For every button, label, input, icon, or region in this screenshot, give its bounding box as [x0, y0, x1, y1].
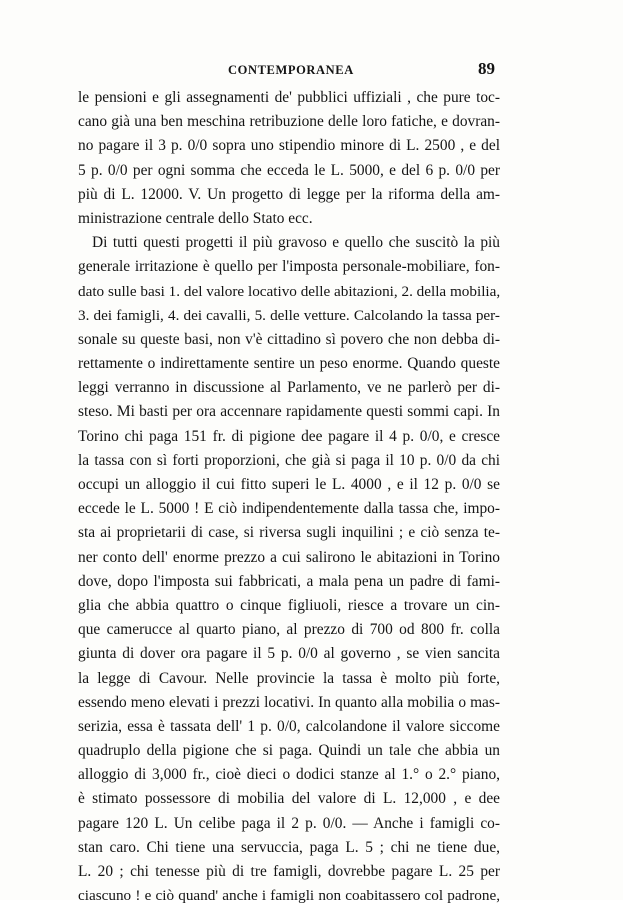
text-line: leggi verranno in discussione al Parlamento, ve ne parlerò per di- — [78, 379, 500, 397]
text-line: no pagare il 3 p. 0/0 sopra uno stipendio minore di L. 2500 , e del — [78, 137, 500, 155]
text-line: ciascuno ! e ciò quand' anche i famigli non coabitassero col padrone, — [78, 887, 500, 905]
text-line: stan caro. Chi tiene una servuccia, paga L. 5 ; chi ne tiene due, — [78, 838, 500, 856]
text-line: essendo meno elevati i prezzi locativi. In quanto alla mobilia o mas- — [78, 693, 500, 711]
text-line: sta ai proprietarii di case, si riversa sugli inquilini ; e ciò senza te- — [78, 524, 500, 542]
page-header — [0, 59, 623, 81]
text-line: sonale su queste basi, non v'è cittadino sì povero che non debba di- — [78, 330, 500, 348]
text-line: dove, dopo l'imposta sui fabbricati, a mala pena un padre di fami- — [78, 572, 500, 590]
text-line: serizia, essa è tassata dell' 1 p. 0/0, calcolandone il valore siccome — [78, 717, 500, 735]
text-line: alloggio di 3,000 fr., cioè dieci o dodici stanze al 1.° o 2.° piano, — [78, 766, 500, 784]
text-line: quadruplo della pigione che si paga. Quindi un tale che abbia un — [78, 742, 500, 760]
text-line: la legge di Cavour. Nelle provincie la tassa è molto più forte, — [78, 669, 500, 687]
text-line: più di L. 12000. V. Un progetto di legge per la riforma della am- — [78, 185, 500, 203]
text-line: Torino chi paga 151 fr. di pigione dee pagare il 4 p. 0/0, e cresce — [78, 427, 500, 445]
text-line: è stimato possessore di mobilia del valore di L. 12,000 , e dee — [78, 790, 500, 808]
text-line: que camerucce al quarto piano, al prezzo di 700 od 800 fr. colla — [78, 621, 500, 639]
text-line: glia che abbia quattro o cinque figliuoli, riesce a trovare un cin- — [78, 596, 500, 614]
text-line: pagare 120 L. Un celibe paga il 2 p. 0/0. — Anche i famigli co- — [78, 814, 500, 832]
text-line: occupi un alloggio il cui fitto superi le L. 4000 , e il 12 p. 0/0 se — [78, 476, 500, 493]
text-line: giunta di dover ora pagare il 5 p. 0/0 al governo , se vien sancita — [78, 645, 500, 663]
text-line: generale irritazione è quello per l'imposta personale-mobiliare, fon- — [78, 258, 500, 276]
text-line: ministrazione centrale dello Stato ecc. — [78, 209, 313, 227]
paragraph-start: Di tutti questi progetti il più gravoso e quello che suscitò la più — [92, 234, 500, 252]
text-line: 5 p. 0/0 per ogni somma che ecceda le L. 5000, e del 6 p. 0/0 per — [78, 161, 500, 179]
text-line: dato sulle basi 1. del valore locativo delle abitazioni, 2. della mobilia, — [78, 282, 500, 300]
text-line: le pensioni e gli assegnamenti de' pubblici uffiziali , che pure toc- — [78, 89, 500, 106]
text-line: eccede le L. 5000 ! E ciò indipendentemente dalla tassa che, impo- — [78, 500, 500, 518]
text-line: steso. Mi basti per ora accennare rapidamente questi sommi capi. In — [78, 403, 500, 421]
body-text — [78, 86, 500, 908]
running-head: CONTEMPORANEA — [228, 63, 354, 77]
text-line: rettamente o indirettamente sentire un peso enorme. Quando queste — [78, 355, 500, 373]
text-line: 3. dei famigli, 4. dei cavalli, 5. delle vetture. Calcolando la tassa per- — [78, 306, 500, 324]
text-line: ner conto dell' enorme prezzo a cui salirono le abitazioni in Torino — [78, 548, 500, 566]
text-line: cano già una ben meschina retribuzione delle loro fatiche, e dovran- — [78, 113, 500, 131]
text-line: L. 20 ; chi tenesse più di tre famigli, dovrebbe pagare L. 25 per — [78, 863, 500, 880]
page-number: 89 — [478, 59, 495, 78]
text-line: la tassa con sì forti proporzioni, che già si paga il 10 p. 0/0 da chi — [78, 451, 500, 469]
